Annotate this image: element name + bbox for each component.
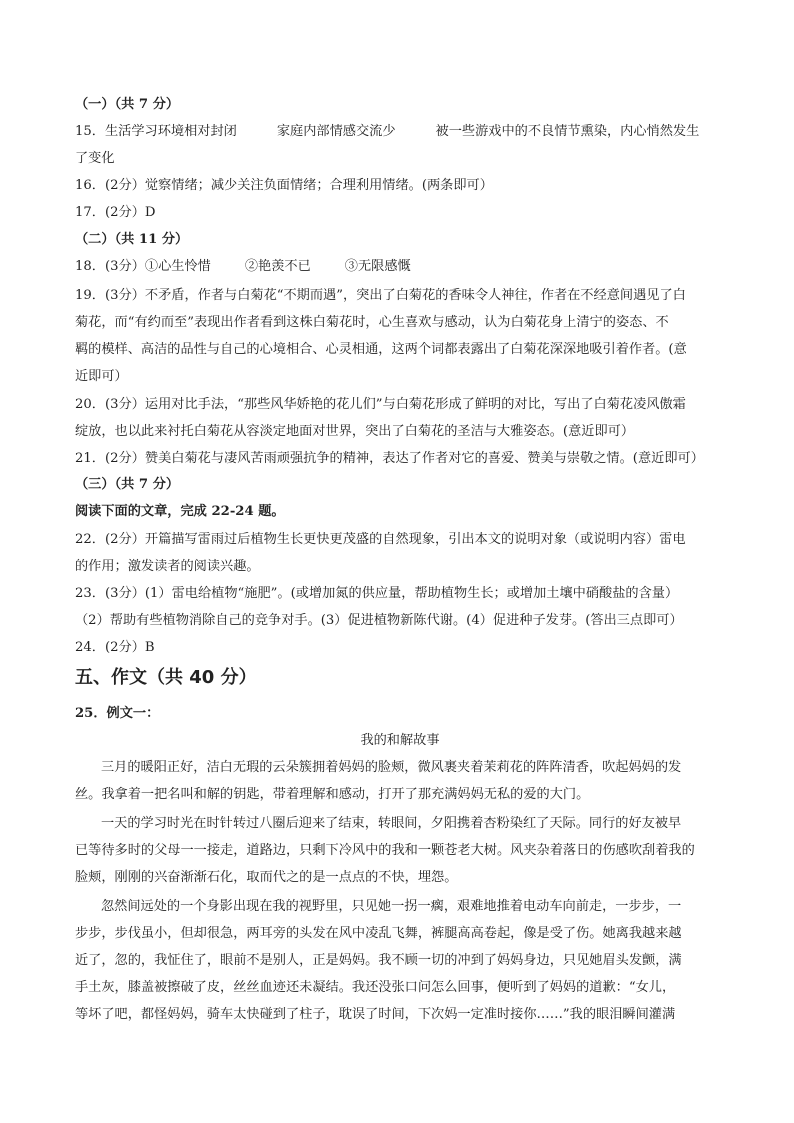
answer-20-line-2: 绽放，也以此来衬托白菊花从容淡定地面对世界，突出了白菊花的圣洁与大雅姿态。(意近即可）: [75, 424, 635, 439]
answer-19-line-1: 19．(3分）不矛盾，作者与白菊花“不期而遇”，突出了白菊花的香味令人神往，作者在不经意间遇见了白: [75, 288, 686, 303]
essay-p3-line-5: 等坏了吧，都怪妈妈，骑车太快碰到了柱子，耽误了时间，下次妈一定准时接你……”我的眼泪瞬间灌满: [75, 1007, 676, 1022]
essay-p1-line-1: 三月的暖阳正好，洁白无瑕的云朵簇拥着妈妈的脸颊，微风裹夹着茉莉花的阵阵清香，吹起妈妈的发: [101, 760, 682, 775]
essay-p3-line-3: 近了，忽的，我怔住了，眼前不是别人，正是妈妈。我不顾一切的冲到了妈妈身边，只见她眉头发颤，满: [75, 953, 682, 968]
answer-15: [75, 123, 725, 141]
answer-24: 24．(2分）B: [75, 640, 155, 655]
answer-22-line-1: 22．(2分）开篇描写雷雨过后植物生长更快更茂盛的自然现象，引出本文的说明对象（或说明内容）雷电: [75, 532, 686, 547]
answer-18-part-2: ②艳羡不已: [244, 259, 311, 274]
answer-15-part-a: 15．生活学习环境相对封闭: [75, 124, 237, 139]
answer-18-part-3: ③无限感慨: [344, 259, 411, 274]
section-5-title: 五、作文（共 40 分）: [75, 667, 257, 688]
answer-16: 16．(2分）觉察情绪；减少关注负面情绪；合理利用情绪。(两条即可）: [75, 178, 493, 193]
answer-15-part-c: 被一些游戏中的不良情节熏染，内心悄然发生: [435, 124, 700, 139]
answer-25-label: 25．例文一：: [75, 706, 160, 721]
section-3-header: （三）（共 7 分）: [75, 477, 180, 492]
answer-19-line-2: 菊花，而“有约而至”表现出作者看到这株白菊花时，心生喜欢与感动，认为白菊花身上清宁的姿态、不: [75, 315, 669, 330]
answer-19-line-4: 近即可）: [75, 369, 128, 384]
reading-instruction: 阅读下面的文章，完成 22-24 题。: [75, 504, 285, 519]
answer-15-continued: 了变化: [75, 151, 115, 166]
essay-p2-line-3: 脸颊，刚刚的兴奋渐渐石化，取而代之的是一点点的不快，埋怨。: [75, 870, 458, 885]
essay-p2-line-2: 已等待多时的父母一一接走，道路边，只剩下冷风中的我和一颗苍老大树。风夹杂着落日的伤感吹刮着我的: [75, 843, 695, 858]
essay-p2-line-1: 一天的学习时光在时针转过八圈后迎来了结束，转眼间，夕阳携着杏粉染红了天际。同行的好友被早: [101, 816, 682, 831]
essay-p3-line-4: 手土灰，膝盖被擦破了皮，丝丝血迹还未凝结。我还没张口问怎么回事，便听到了妈妈的道歉：“女儿，: [75, 980, 676, 995]
answer-23-line-2: （2）帮助有些植物消除自己的竞争对手。(3）促进植物新陈代谢。(4）促进种子发芽。(答出三点即可）: [75, 613, 683, 628]
answer-22-line-2: 的作用；激发读者的阅读兴趣。: [75, 559, 260, 574]
section-1-header: （一）（共 7 分）: [75, 97, 180, 112]
answer-23-line-1: 23．(3分）(1）雷电给植物“施肥”。(或增加氮的供应量，帮助植物生长；或增加土壤中硝酸盐的含量）: [75, 586, 679, 601]
essay-title: 我的和解故事: [360, 733, 440, 748]
answer-20-line-1: 20．(3分）运用对比手法，“那些风华娇艳的花儿们”与白菊花形成了鲜明的对比，写出了白菊花凌风傲霜: [75, 397, 686, 412]
answer-19-line-3: 羁的模样、高洁的品性与自己的心境相合、心灵相通，这两个词都表露出了白菊花深深地吸引着作者。(意: [75, 342, 687, 357]
essay-p3-line-1: 忽然间远处的一个身影出现在我的视野里，只见她一拐一瘸，艰难地推着电动车向前走，一步步，一: [101, 899, 682, 914]
section-2-header: （二）（共 11 分）: [75, 232, 189, 247]
answer-17: 17．(2分）D: [75, 205, 156, 220]
essay-p1-line-2: 丝。我拿着一把名叫和解的钥匙，带着理解和感动，打开了那充满妈妈无私的爱的大门。: [75, 787, 590, 802]
essay-p3-line-2: 步步，步伐虽小，但却很急，两耳旁的头发在风中凌乱飞舞，裤腿高高卷起，像是受了伤。她离我越来越: [75, 926, 682, 941]
answer-18: [75, 258, 725, 276]
answer-21: 21．(2分）赞美白菊花与凄风苦雨顽强抗争的精神，表达了作者对它的喜爱、赞美与崇敬之情。(意近即可）: [75, 451, 704, 466]
answer-18-part-1: 18．(3分）①心生怜惜: [75, 259, 211, 274]
answer-15-part-b: 家庭内部情感交流少: [276, 124, 396, 139]
